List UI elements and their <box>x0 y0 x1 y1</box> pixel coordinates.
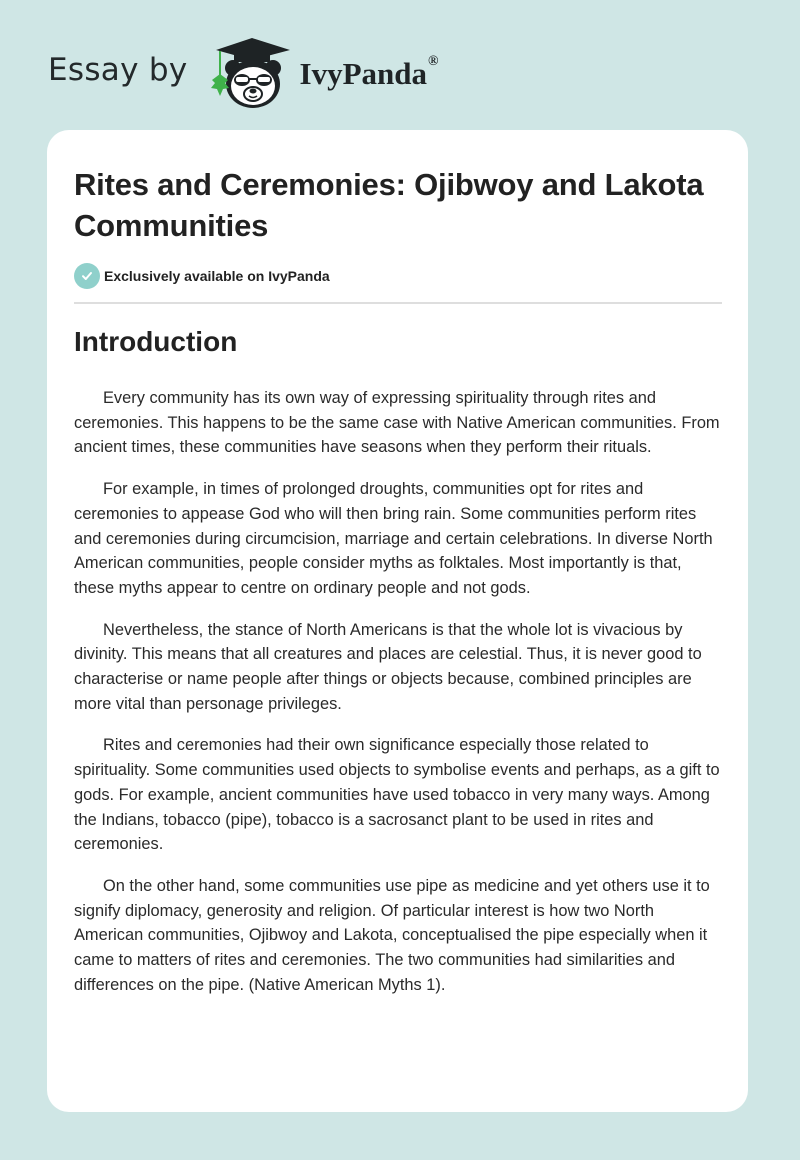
essay-card <box>47 130 748 1112</box>
exclusive-badge <box>74 263 330 289</box>
paragraph: Nevertheless, the stance of North Americans is that the whole lot is vivacious by divinity. This means that all creatures and places are celestial. Thus, it is never good to characterise or name people after things or objects because, combined principles are more vital than personage privileges. <box>74 620 702 713</box>
panda-graduate-logo-icon[interactable] <box>206 36 296 110</box>
section-heading-introduction: Introduction <box>74 326 238 357</box>
essay-body <box>74 386 726 1014</box>
paragraph: On the other hand, some communities use pipe as medicine and yet others use it to signify diplomacy, generosity and religion. Of particular interest is how two North American communities, Ojibwoy and Lakota, conceptualised the pipe especially when it came to matters of rites and ceremonies. The two communities had similarities and differences on the pipe. (Native American Myths 1). <box>74 876 710 994</box>
divider <box>74 302 722 304</box>
site-header <box>48 36 438 110</box>
paragraph: Every community has its own way of expressing spirituality through rites and ceremonies. This happens to be the same case with Native American communities. From ancient times, these communities have seasons when they perform their rituals. <box>74 389 720 457</box>
brand-name[interactable] <box>300 56 439 92</box>
brand-text: IvyPanda <box>299 56 427 91</box>
exclusive-label: Exclusively available on IvyPanda <box>104 268 330 284</box>
essay-title: Rites and Ceremonies: Ojibwoy and Lakota Communities <box>74 167 704 243</box>
check-circle-icon <box>74 263 100 289</box>
essay-by-label: Essay by <box>48 52 188 88</box>
paragraph: For example, in times of prolonged droughts, communities opt for rites and ceremonies to appease God who will then bring rain. Some communities perform rites and ceremonies during circumcision, marriage and certain celebrations. In diverse North American communities, people consider myths as folktales. Most importantly is that, these myths appear to centre on ordinary people and not gods. <box>74 480 713 597</box>
paragraph: Rites and ceremonies had their own significance especially those related to spirituality. Some communities used objects to symbolise events and perhaps, as a gift to gods. For example, ancient communities have used tobacco in very many ways. Among the Indians, tobacco (pipe), tobacco is a sacrosanct plant to be used in rites and ceremonies. <box>74 736 720 854</box>
registered-mark: ® <box>428 54 439 69</box>
